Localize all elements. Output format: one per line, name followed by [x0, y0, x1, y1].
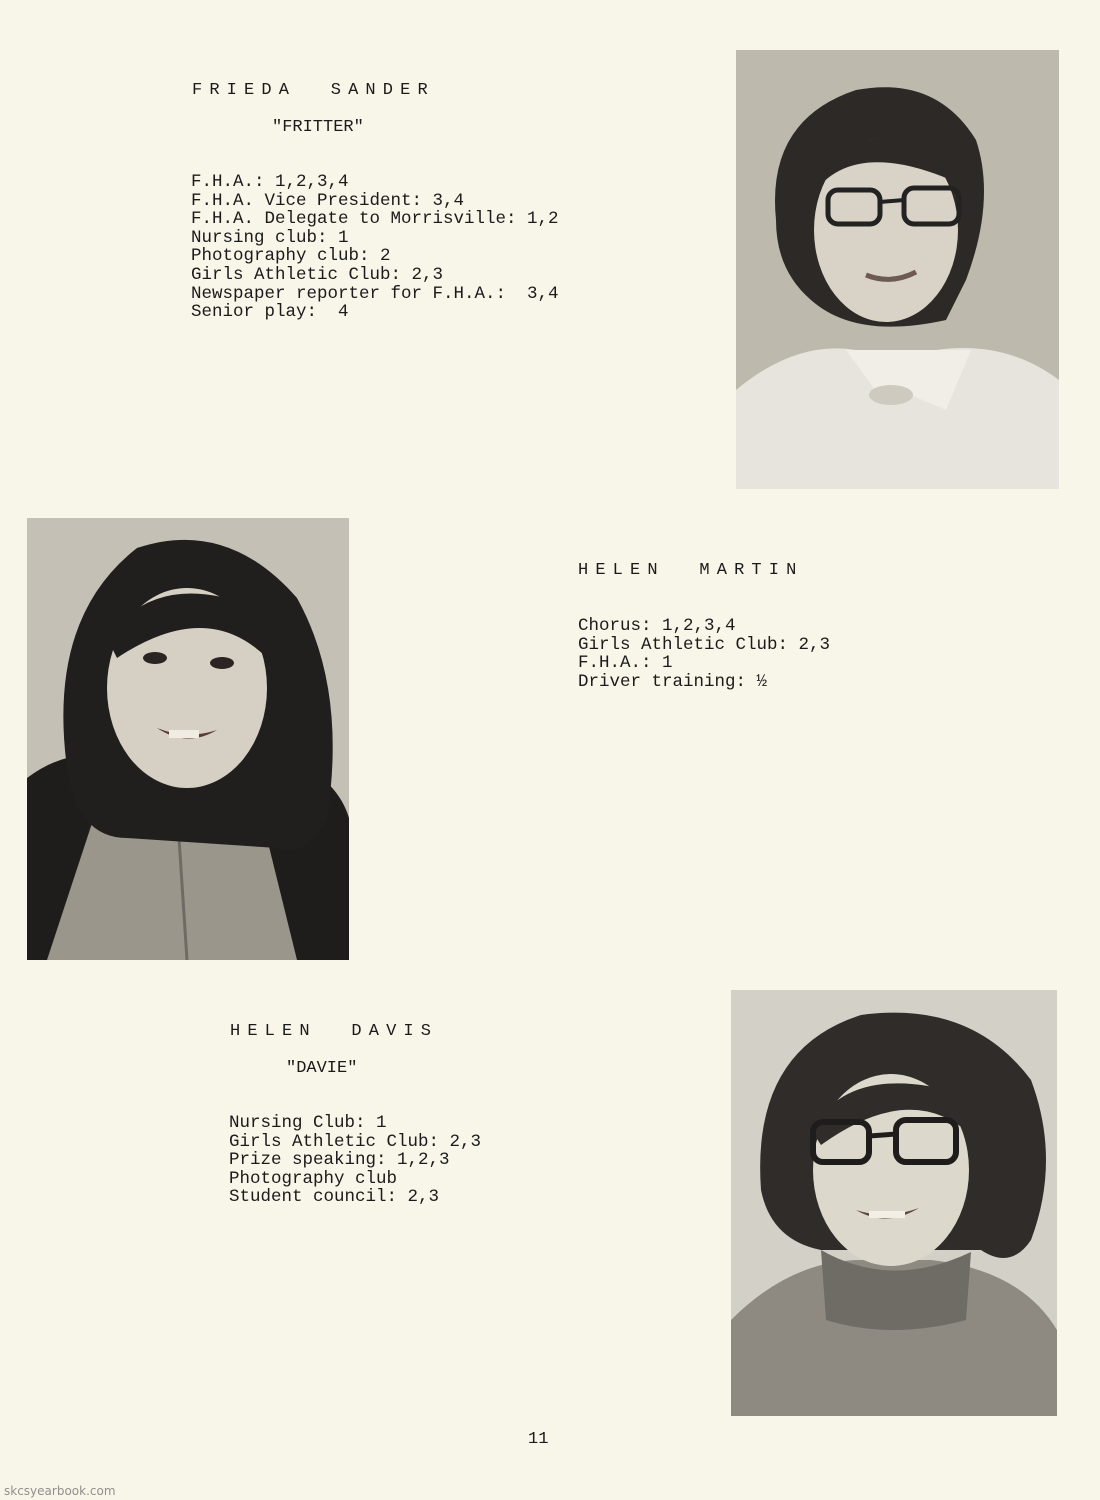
activity-item: Senior play: 4: [191, 302, 349, 323]
activity-item: Photography club: [229, 1168, 398, 1189]
activities-list: [191, 173, 559, 322]
activity-item: Student council: 2,3: [229, 1187, 440, 1208]
activity-item: F.H.A.: 1,2,3,4: [191, 172, 349, 192]
student-portrait-photo: [27, 518, 349, 960]
activity-item: Prize speaking: 1,2,3: [229, 1150, 450, 1171]
student-name: HELEN MARTIN: [578, 561, 804, 580]
page-number: 11: [528, 1430, 549, 1449]
activity-item: Driver training: ½: [578, 671, 768, 692]
activity-item: Girls Athletic Club: 2,3: [578, 634, 831, 655]
activities-list: [229, 1114, 481, 1207]
activities-list: [578, 617, 830, 691]
student-portrait-photo: [731, 990, 1057, 1416]
activity-item: Girls Athletic Club: 2,3: [191, 264, 444, 285]
activity-item: F.H.A.: 1: [578, 653, 673, 674]
activity-item: Newspaper reporter for F.H.A.: 3,4: [191, 283, 559, 304]
activity-item: F.H.A. Delegate to Morrisville: 1,2: [191, 209, 559, 230]
portrait-illustration: [27, 518, 349, 960]
footer-watermark: skcsyearbook.com: [4, 1484, 116, 1498]
portrait-illustration: [736, 50, 1059, 489]
activity-item: Nursing club: 1: [191, 227, 349, 248]
activity-item: Girls Athletic Club: 2,3: [229, 1131, 482, 1152]
activity-item: Photography club: 2: [191, 246, 391, 267]
portrait-illustration: [731, 990, 1057, 1416]
activity-item: Chorus: 1,2,3,4: [578, 616, 736, 636]
student-nickname: "DAVIE": [286, 1059, 358, 1078]
student-name: FRIEDA SANDER: [192, 81, 435, 100]
student-portrait-photo: [736, 50, 1059, 489]
student-name: HELEN DAVIS: [230, 1022, 439, 1041]
activity-item: Nursing Club: 1: [229, 1113, 387, 1133]
student-nickname: "FRITTER": [272, 118, 364, 137]
activity-item: F.H.A. Vice President: 3,4: [191, 190, 465, 211]
